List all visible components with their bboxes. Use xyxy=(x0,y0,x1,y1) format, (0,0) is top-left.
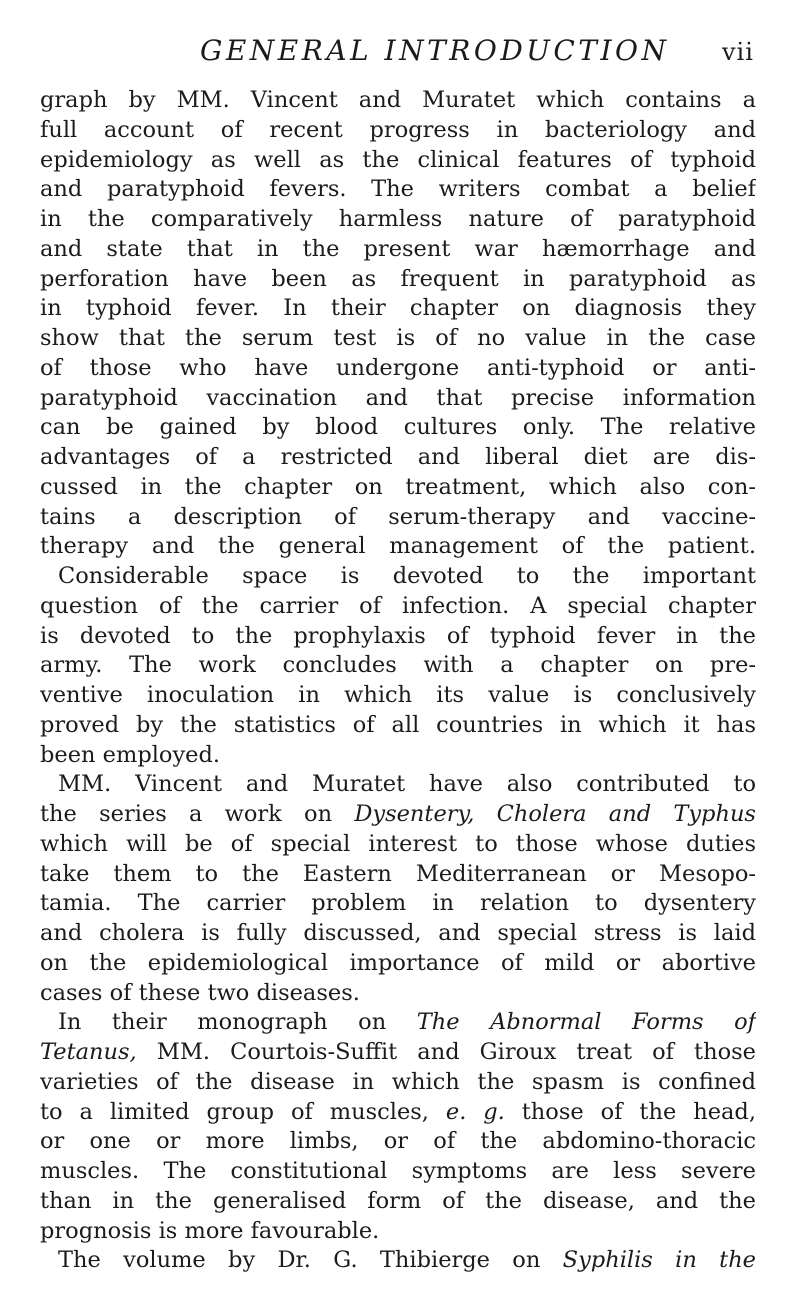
text-segment: those of the head, xyxy=(504,1098,756,1125)
text-line: MM. Vincent and Muratet have also contributed to xyxy=(58,771,756,798)
text-line: is devoted to the prophylaxis of typhoid fever in the xyxy=(40,622,756,649)
text-line xyxy=(40,1098,756,1128)
text-line: question of the carrier of infection. A special chapter xyxy=(40,592,756,619)
running-head xyxy=(0,34,800,74)
text-line: on the epidemiological importance of mild or abortive xyxy=(40,949,756,976)
text-line: army. The work concludes with a chapter on pre- xyxy=(40,652,756,679)
text-line: and cholera is fully discussed, and special stress is laid xyxy=(40,920,756,946)
text-line: can be gained by blood cultures only. The relative xyxy=(40,414,756,441)
text-line: prognosis is more favourable. xyxy=(40,1217,380,1244)
text-line: show that the serum test is of no value in the case xyxy=(40,325,756,351)
text-line: take them to the Eastern Mediterranean or Mesopo- xyxy=(40,860,756,887)
text-segment: MM. Courtois-Suffit and Giroux treat of those xyxy=(136,1039,756,1065)
book-title-syphilis: Syphilis in the xyxy=(562,1247,756,1274)
running-title: GENERAL INTRODUCTION xyxy=(200,34,670,67)
text-line: epidemiology as well as the clinical features of typhoid xyxy=(40,146,756,173)
text-line: and state that in the present war hæmorrhage and xyxy=(40,235,756,262)
text-line: therapy and the general management of the patient. xyxy=(40,533,756,560)
text-line: cases of these two diseases. xyxy=(40,979,360,1006)
text-line: tains a description of serum-therapy and vaccine- xyxy=(40,503,756,530)
text-line: paratyphoid vaccination and that precise information xyxy=(40,384,756,411)
text-line: in typhoid fever. In their chapter on diagnosis they xyxy=(40,295,756,322)
text-line: or one or more limbs, or of the abdomino-thoracic xyxy=(40,1128,756,1155)
text-line: advantages of a restricted and liberal diet are dis- xyxy=(40,444,756,470)
text-line: cussed in the chapter on treatment, which also con- xyxy=(40,473,756,500)
text-line: perforation have been as frequent in paratyphoid as xyxy=(40,265,756,292)
text-line: than in the generalised form of the disease, and the xyxy=(40,1187,756,1214)
text-segment: to a limited group of muscles, xyxy=(40,1098,446,1125)
text-line: in the comparatively harmless nature of paratyphoid xyxy=(40,206,756,232)
text-line xyxy=(40,1008,756,1038)
text-line xyxy=(40,800,756,830)
text-line: been employed. xyxy=(40,741,221,768)
text-segment: The volume by Dr. G. Thibierge on xyxy=(58,1247,563,1274)
text-segment: In their monograph on xyxy=(58,1009,417,1036)
text-line: full account of recent progress in bacteriology and xyxy=(40,116,756,143)
text-line: varieties of the disease in which the spasm is confined xyxy=(40,1068,756,1095)
text-segment: the series a work on xyxy=(40,801,355,827)
text-line: ventive inoculation in which its value is conclusively xyxy=(40,682,756,708)
text-line: Considerable space is devoted to the important xyxy=(58,563,756,589)
book-title-tetanus-cont: Tetanus, xyxy=(40,1039,137,1065)
book-title-tetanus: The Abnormal Forms of xyxy=(416,1009,756,1036)
text-line: tamia. The carrier problem in relation to dysentery xyxy=(40,890,756,917)
text-line: of those who have undergone anti-typhoid or anti- xyxy=(40,354,756,381)
text-line: and paratyphoid fevers. The writers combat a belief xyxy=(40,176,756,203)
text-line xyxy=(40,1246,756,1276)
text-line xyxy=(40,1038,756,1068)
abbreviation-eg: e. g. xyxy=(445,1098,505,1125)
page-number: vii xyxy=(722,38,754,66)
body-text xyxy=(40,86,756,1276)
text-line: muscles. The constitutional symptoms are less severe xyxy=(40,1158,756,1184)
book-title-dysentery: Dysentery, Cholera and Typhus xyxy=(354,801,756,827)
text-line: graph by MM. Vincent and Muratet which contains a xyxy=(40,87,756,113)
text-line: which will be of special interest to those whose duties xyxy=(40,830,756,857)
text-line: proved by the statistics of all countries in which it has xyxy=(40,711,756,738)
